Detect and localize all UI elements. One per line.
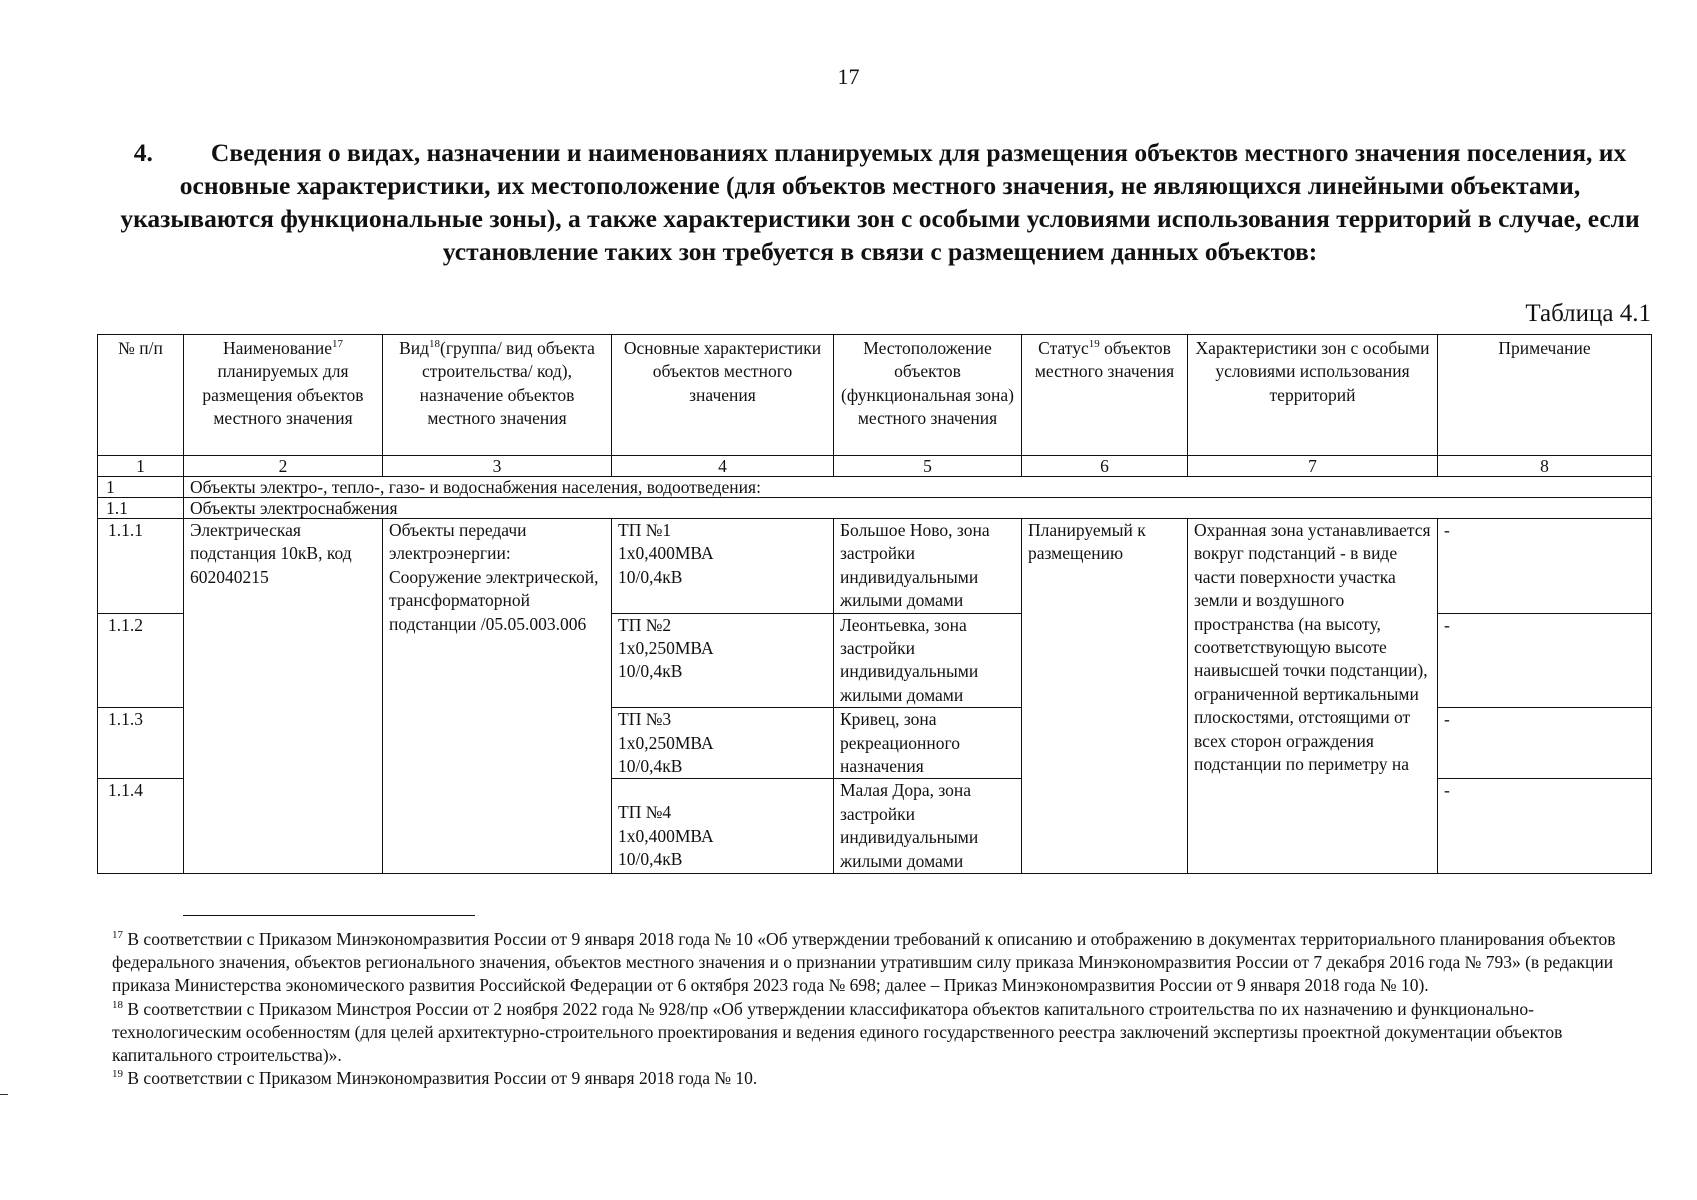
column-numbers-row [98,456,1652,477]
section-title: Сведения о видах, назначении и наименованиях планируемых для размещения объектов местного значения поселения, их основные характеристики, их местоположение (для объектов местного значения, не являющихся линейными объектами, указываются функциональные зоны), а также характеристики зон с особыми условиями использования территорий в случае, если установление таких зон требуется в связи с размещением данных объектов: [120,138,1640,266]
column-number: 2 [184,456,383,477]
row-note: - [1438,779,1652,874]
footnote-separator [183,915,475,916]
column-number: 6 [1022,456,1188,477]
object-location: Большое Ново, зона застройки индивидуальными жилыми домами [834,519,1022,614]
table-row [98,519,1652,614]
objects-table [97,334,1652,874]
row-number: 1.1.1 [98,519,184,614]
table-header-row [98,335,1652,456]
group-row-electricity [98,498,1652,519]
column-number: 1 [98,456,184,477]
column-number: 8 [1438,456,1652,477]
row-number: 1.1.2 [98,613,184,708]
row-note: - [1438,519,1652,614]
object-specs: ТП №2 1х0,250МВА 10/0,4кВ [612,613,834,708]
object-location: Малая Дора, зона застройки индивидуальными жилыми домами [834,779,1022,874]
row-note: - [1438,613,1652,708]
header-location: Местоположение объектов (функциональная зона) местного значения [834,335,1022,456]
section-number: 4. [133,138,153,167]
group-title: Объекты электро-, тепло-, газо- и водоснабжения населения, водоотведения: [184,477,1652,498]
object-specs: ТП №1 1х0,400МВА 10/0,4кВ [612,519,834,614]
header-type: Вид$^{18}$(группа/ вид объекта строительства/ код), назначение объектов местного значения [383,335,612,456]
footnotes [112,928,1652,1090]
object-type: Объекты передачи электроэнергии: Сооружение электрической, трансформаторной подстанции /05.05.003.006 [383,519,612,874]
object-location: Леонтьевка, зона застройки индивидуальными жилыми домами [834,613,1022,708]
header-specs: Основные характеристики объектов местного значения [612,335,834,456]
header-zones: Характеристики зон с особыми условиями использования территорий [1188,335,1438,456]
zone-characteristics: Охранная зона устанавливается вокруг подстанций - в виде части поверхности участка земли и воздушного пространства (на высоту, соответствующую высоте наивысшей точки подстанции), ограниченной вертикальными плоскостями, отстоящими от всех сторон ограждения подстанции по периметру на [1188,519,1438,874]
group-number: 1 [98,477,184,498]
header-number: № п/п [98,335,184,456]
object-specs: ТП №3 1х0,250МВА 10/0,4кВ [612,708,834,779]
group-row-utilities [98,477,1652,498]
column-number: 3 [383,456,612,477]
group-number: 1.1 [98,498,184,519]
footnote-18: $^{18}$ В соответствии с Приказом Минстроя России от 2 ноября 2022 года № 928/пр «Об утверждении классификатора объектов капитального строительства по их назначению и функционально-технологическим особенностям (для целей архитектурно-строительного проектирования и ведения единого государственного реестра заключений экспертизы проектной документации объектов капитального строительства)». [112,998,1563,1066]
object-status: Планируемый к размещению [1022,519,1188,874]
column-number: 5 [834,456,1022,477]
section-heading [110,136,1650,268]
row-number: 1.1.4 [98,779,184,874]
header-note: Примечание [1438,335,1652,456]
column-number: 4 [612,456,834,477]
table-caption: Таблица 4.1 [1525,300,1651,327]
object-name: Электрическая подстанция 10кВ, код 602040215 [184,519,383,874]
header-name: Наименование$^{17}$ планируемых для размещения объектов местного значения [184,335,383,456]
footnote-19: $^{19}$ В соответствии с Приказом Минэкономразвития России от 9 января 2018 года № 10. [112,1068,758,1089]
object-specs: ТП №4 1х0,400МВА 10/0,4кВ [612,779,834,874]
row-number: 1.1.3 [98,708,184,779]
header-status: Статус$^{19}$ объектов местного значения [1022,335,1188,456]
group-title: Объекты электроснабжения [184,498,1652,519]
column-number: 7 [1188,456,1438,477]
footnote-17: $^{17}$ В соответствии с Приказом Минэкономразвития России от 9 января 2018 года № 10 «Об утверждении требований к описанию и отображению в документах территориального планирования объектов федерального значения, объектов регионального значения, объектов местного значения и о признании утратившим силу приказа Минэкономразвития России от 7 декабря 2016 года № 793» (в редакции приказа Министерства экономического развития Российской Федерации от 6 октября 2023 года № 698; далее – Приказ Минэкономразвития России от 9 января 2018 года № 10). [112,929,1616,996]
row-note: - [1438,708,1652,779]
margin-mark [0,1094,8,1095]
page-number: 17 [837,64,860,89]
object-location: Кривец, зона рекреационного назначения [834,708,1022,779]
